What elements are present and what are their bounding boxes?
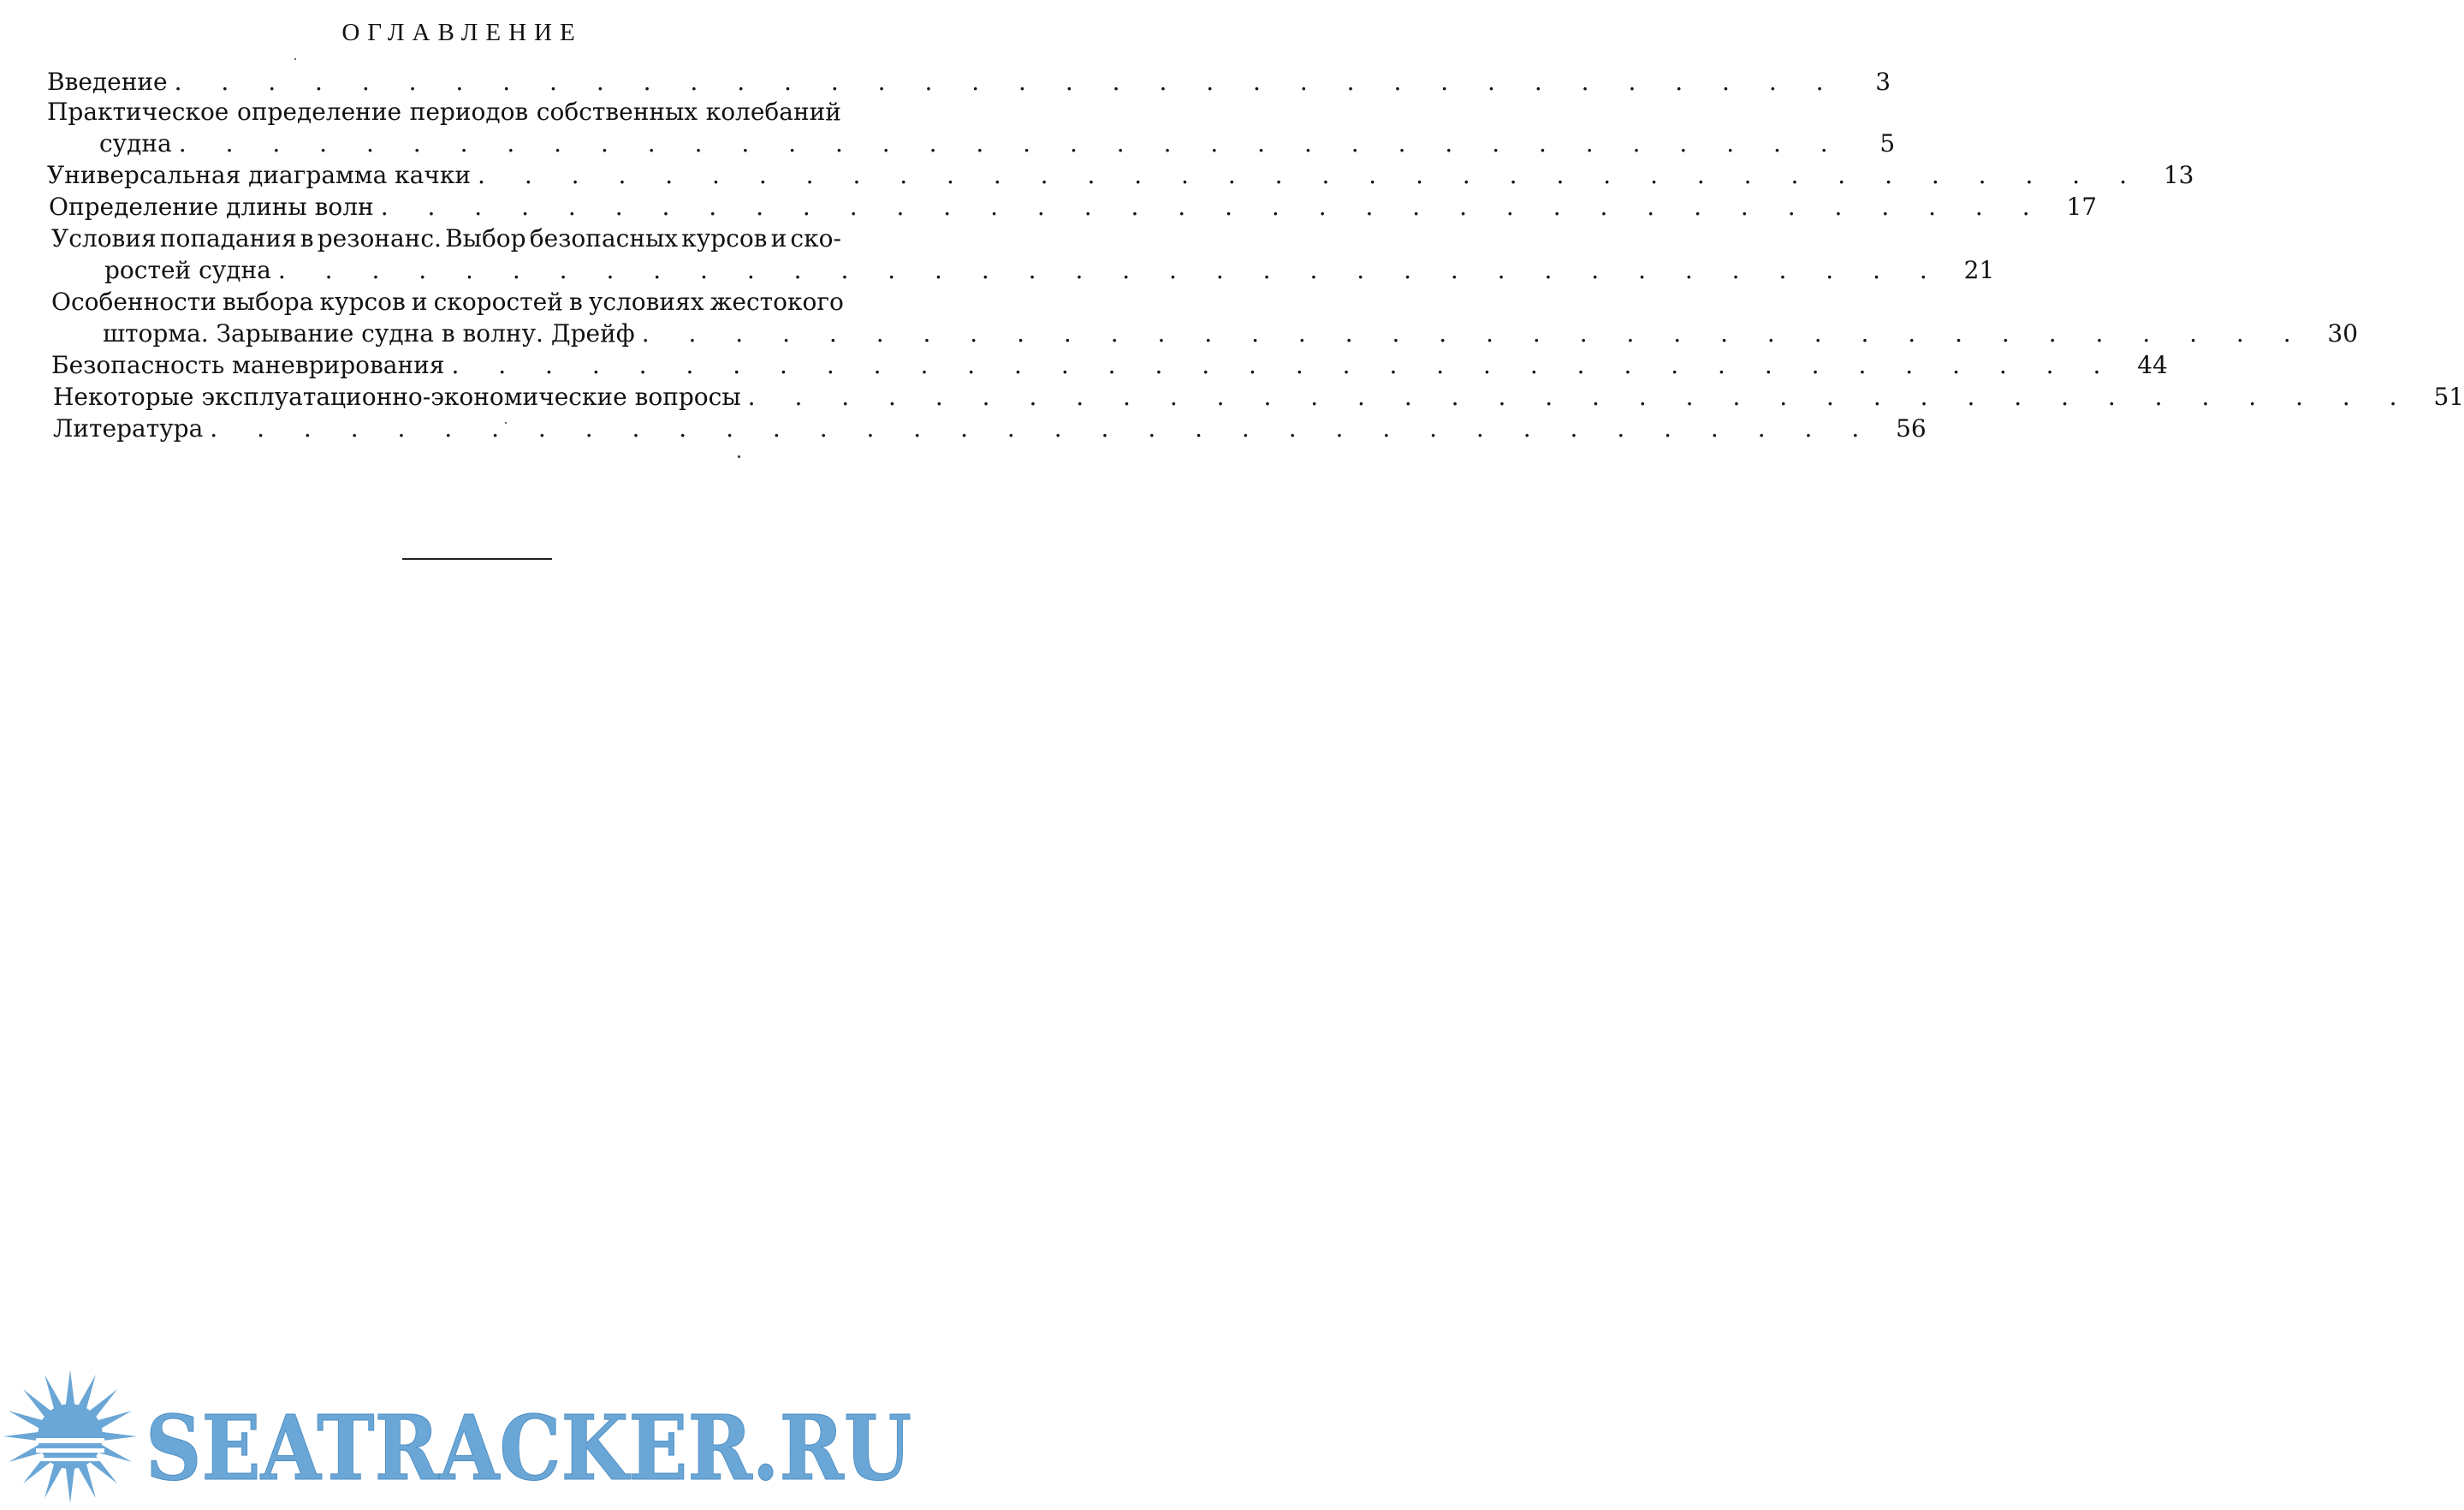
toc-entry-practical-line2[interactable]	[99, 128, 1896, 159]
leader-dots	[635, 318, 2313, 349]
toc-entry-title: Литература	[53, 414, 204, 443]
toc-entry-literature[interactable]	[53, 413, 1927, 444]
toc-entry-page: 21	[1963, 256, 1995, 284]
toc-entry-title: судна	[99, 129, 172, 158]
toc-entry-page: 3	[1875, 68, 1891, 96]
toc-word: Выбор	[445, 224, 526, 253]
toc-entry-page: 30	[2327, 319, 2359, 348]
print-speck	[738, 455, 740, 458]
toc-entry-storm-line2[interactable]	[103, 318, 2359, 349]
toc-entry-page: 56	[1896, 414, 1927, 443]
toc-entry-title: Безопасность маневрирования	[51, 351, 445, 379]
toc-entry-resonance-line2[interactable]	[104, 254, 1995, 286]
leader-dots	[374, 191, 2052, 223]
leader-dots	[172, 128, 1850, 159]
watermark-text: SEATRACKER.RU	[145, 1395, 911, 1501]
toc-entry-title: Некоторые эксплуатационно-экономические вопросы	[53, 383, 741, 411]
toc-word: в	[568, 288, 583, 316]
leader-dots	[168, 66, 1846, 98]
toc-entry-title: Определение длины волн	[49, 193, 374, 221]
toc-word: Особенности	[51, 288, 217, 316]
toc-word: в	[300, 224, 314, 253]
toc-entry-page: 44	[2137, 351, 2168, 379]
toc-entry-page: 51	[2433, 383, 2464, 411]
toc-word: попадания	[159, 224, 297, 253]
toc-word: периодов	[409, 98, 529, 126]
toc-entry-universal[interactable]	[47, 159, 2194, 191]
toc-entry-page: 5	[1879, 129, 1896, 158]
toc-entry-title: Универсальная диаграмма качки	[47, 161, 472, 189]
toc-word: выбора	[223, 288, 314, 316]
toc-entry-page: 17	[2066, 193, 2098, 221]
print-speck	[505, 422, 507, 424]
toc-word: колебаний	[705, 98, 841, 126]
leader-dots	[741, 381, 2419, 413]
toc-word: Практическое	[47, 98, 229, 126]
toc-entry-safety[interactable]	[51, 349, 2168, 381]
toc-word: собственных	[536, 98, 698, 126]
toc-word: определение	[236, 98, 402, 126]
toc-word: жестокого	[710, 288, 844, 316]
leader-dots	[271, 254, 1950, 286]
toc-entry-title: Введение	[47, 68, 168, 96]
toc-entry-resonance-line1[interactable]	[51, 223, 841, 254]
toc-word: ско-	[790, 224, 841, 253]
toc-entry-practical-line1[interactable]	[47, 96, 841, 128]
leader-dots	[203, 413, 1881, 444]
leader-dots	[471, 159, 2149, 191]
toc-word: условиях	[588, 288, 704, 316]
toc-entry-title: ростей судна	[104, 256, 271, 284]
toc-word: курсов	[681, 224, 768, 253]
toc-word: резонанс.	[317, 224, 442, 253]
section-divider	[402, 558, 552, 560]
toc-word: безопасных	[529, 224, 679, 253]
toc-entry-intro[interactable]	[47, 66, 1891, 98]
sun-icon	[3, 1370, 137, 1503]
toc-entry-wavelength[interactable]	[49, 191, 2098, 223]
toc-word: скоростей	[433, 288, 563, 316]
table-of-contents	[0, 0, 2464, 479]
toc-entry-economic[interactable]	[53, 381, 2464, 413]
watermark	[0, 1370, 924, 1510]
toc-word: и	[411, 288, 428, 316]
toc-word: курсов	[319, 288, 406, 316]
leader-dots	[444, 349, 2123, 381]
toc-entry-title: шторма. Зарывание судна в волну. Дрейф	[103, 319, 635, 348]
toc-word: Условия	[51, 224, 157, 253]
toc-word: и	[770, 224, 787, 253]
page-title: ОГЛАВЛЕНИЕ	[341, 19, 583, 46]
toc-entry-storm-line1[interactable]	[51, 286, 844, 318]
toc-entry-page: 13	[2163, 161, 2194, 189]
